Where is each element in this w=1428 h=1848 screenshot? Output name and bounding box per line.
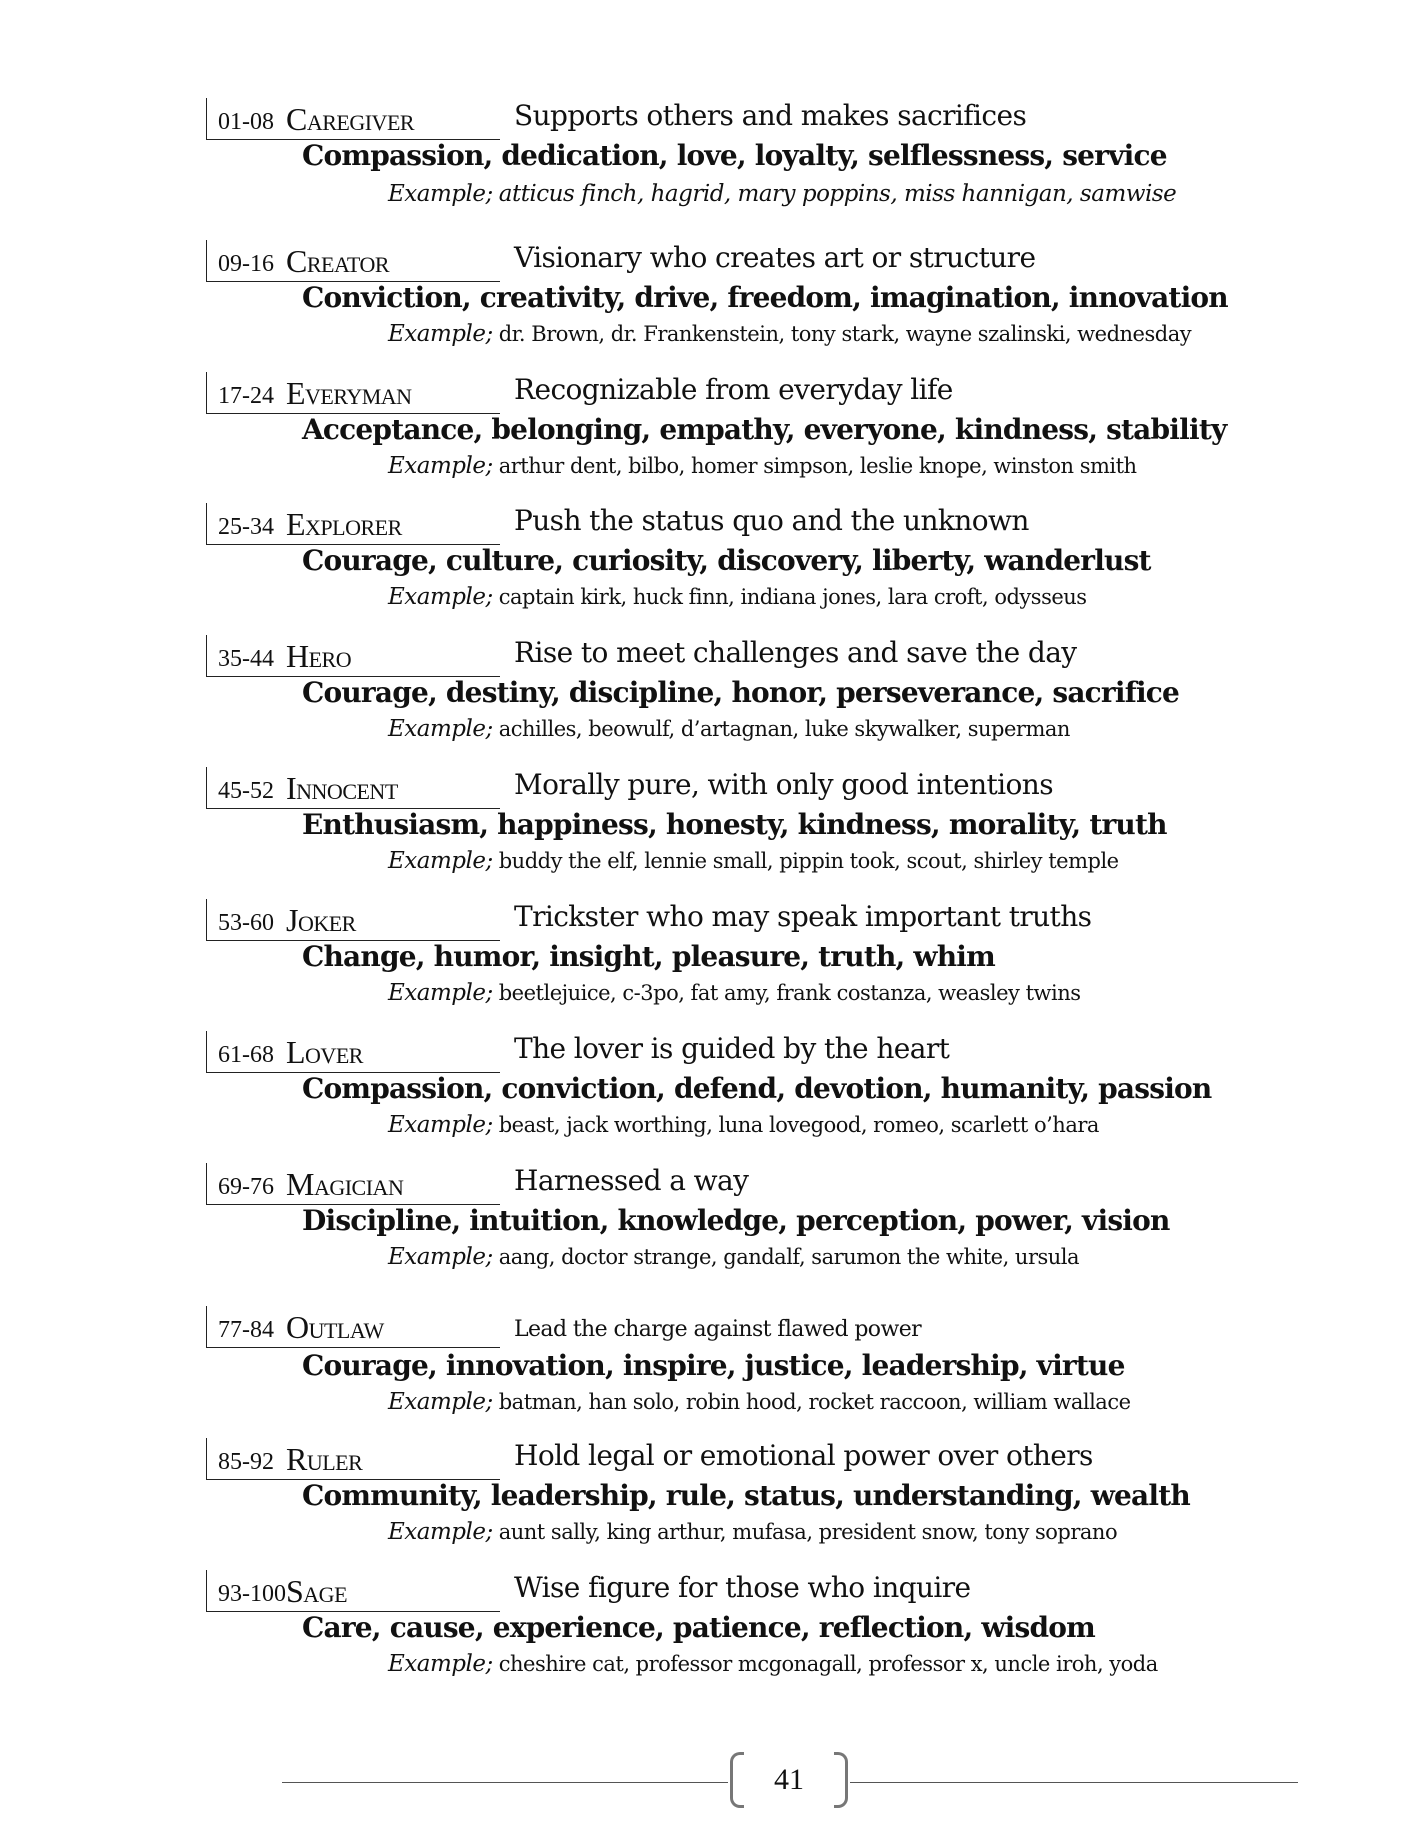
archetype-description: The lover is guided by the heart	[514, 1032, 950, 1065]
archetype-label	[206, 635, 500, 677]
example-names: aunt sally, king arthur, mufasa, president snow, tony soprano	[498, 1520, 1118, 1544]
archetype-description: Recognizable from everyday life	[514, 373, 953, 406]
example-names: dr. Brown, dr. Frankenstein, tony stark, wayne szalinski, wednesday	[498, 322, 1192, 346]
archetype-examples	[388, 452, 1137, 480]
archetype-traits: Enthusiasm, happiness, honesty, kindness, morality, truth	[302, 808, 1167, 841]
archetype-name: Lover	[286, 1034, 363, 1070]
archetype-label	[206, 503, 500, 545]
archetype-examples	[388, 1388, 1131, 1416]
roll-range: 77-84	[218, 1317, 274, 1343]
archetype-description: Rise to meet challenges and save the day	[514, 636, 1077, 669]
archetype-label	[206, 1163, 500, 1205]
archetype-name: Explorer	[286, 506, 402, 542]
roll-range: 25-34	[218, 514, 274, 540]
archetype-traits: Compassion, dedication, love, loyalty, selflessness, service	[302, 139, 1167, 172]
archetype-description: Wise figure for those who inquire	[514, 1571, 971, 1604]
archetype-name: Ruler	[286, 1441, 363, 1477]
example-names: cheshire cat, professor mcgonagall, professor x, uncle iroh, yoda	[498, 1652, 1158, 1676]
roll-range: 09-16	[218, 251, 274, 277]
archetype-examples	[388, 715, 1070, 743]
example-names: beetlejuice, c-3po, fat amy, frank costanza, weasley twins	[498, 981, 1081, 1005]
archetype-description: Lead the charge against flawed power	[514, 1317, 922, 1342]
example-names: captain kirk, huck finn, indiana jones, lara croft, odysseus	[498, 585, 1087, 609]
archetype-label	[206, 98, 500, 140]
archetype-examples	[388, 1111, 1099, 1139]
archetype-traits: Conviction, creativity, drive, freedom, imagination, innovation	[302, 281, 1228, 314]
archetype-label	[206, 899, 500, 941]
archetype-traits: Acceptance, belonging, empathy, everyone, kindness, stability	[302, 413, 1227, 446]
archetype-traits: Care, cause, experience, patience, reflection, wisdom	[302, 1611, 1095, 1644]
left-bracket-ornament	[730, 1752, 744, 1808]
roll-range: 93-100	[218, 1581, 286, 1607]
example-label: Example;	[388, 1519, 493, 1545]
archetype-examples	[388, 583, 1087, 611]
roll-range: 17-24	[218, 383, 274, 409]
archetype-description: Morally pure, with only good intentions	[514, 768, 1053, 801]
example-label: Example;	[388, 1244, 493, 1270]
archetype-name: Joker	[286, 902, 356, 938]
archetype-name: Hero	[286, 638, 352, 674]
archetype-description: Push the status quo and the unknown	[514, 504, 1029, 537]
archetype-name: Innocent	[286, 770, 398, 806]
example-label: Example;	[388, 584, 493, 610]
archetype-description: Visionary who creates art or structure	[514, 241, 1036, 274]
page-number: 41	[774, 1763, 804, 1796]
example-label: Example;	[388, 1389, 493, 1415]
example-names: arthur dent, bilbo, homer simpson, leslie knope, winston smith	[498, 454, 1137, 478]
example-label: Example;	[388, 453, 493, 479]
example-label: Example;	[388, 980, 493, 1006]
archetype-traits: Discipline, intuition, knowledge, perception, power, vision	[302, 1204, 1170, 1237]
archetype-examples	[388, 1243, 1079, 1271]
example-names: beast, jack worthing, luna lovegood, romeo, scarlett o’hara	[498, 1113, 1099, 1137]
archetype-traits: Courage, culture, curiosity, discovery, liberty, wanderlust	[302, 544, 1151, 577]
roll-range: 61-68	[218, 1042, 274, 1068]
archetype-examples	[388, 979, 1081, 1007]
archetype-label	[206, 1306, 500, 1348]
archetype-description: Harnessed a way	[514, 1164, 749, 1197]
archetype-traits: Courage, destiny, discipline, honor, perseverance, sacrifice	[302, 676, 1180, 709]
archetype-examples	[388, 1518, 1117, 1546]
example-names: achilles, beowulf, d’artagnan, luke skywalker, superman	[498, 717, 1070, 741]
archetype-name: Outlaw	[286, 1309, 384, 1345]
example-label: Example;	[388, 848, 493, 874]
archetype-name: Caregiver	[286, 101, 415, 137]
example-names: batman, han solo, robin hood, rocket raccoon, william wallace	[498, 1390, 1131, 1414]
archetype-label	[206, 240, 500, 282]
archetype-description: Trickster who may speak important truths	[514, 900, 1092, 933]
right-bracket-ornament	[834, 1752, 848, 1808]
archetype-description: Supports others and makes sacrifices	[514, 99, 1027, 132]
archetype-traits: Compassion, conviction, defend, devotion, humanity, passion	[302, 1072, 1212, 1105]
archetype-name: Sage	[286, 1573, 348, 1609]
roll-range: 53-60	[218, 910, 274, 936]
archetype-traits: Courage, innovation, inspire, justice, leadership, virtue	[302, 1349, 1125, 1382]
example-label: Example;	[388, 321, 493, 347]
archetype-name: Magician	[286, 1166, 404, 1202]
example-label: Example;	[388, 1651, 493, 1677]
archetype-examples	[388, 1650, 1158, 1678]
footer-rule-right	[850, 1782, 1298, 1783]
archetype-label	[206, 767, 500, 809]
example-names: buddy the elf, lennie small, pippin took, scout, shirley temple	[498, 849, 1119, 873]
archetype-label	[206, 1031, 500, 1073]
footer-rule-left	[282, 1782, 728, 1783]
example-names: atticus finch, hagrid, mary poppins, miss hannigan, samwise	[498, 181, 1177, 207]
archetype-traits: Community, leadership, rule, status, understanding, wealth	[302, 1479, 1190, 1512]
roll-range: 01-08	[218, 109, 274, 135]
example-names: aang, doctor strange, gandalf, sarumon the white, ursula	[498, 1245, 1080, 1269]
archetype-examples	[388, 180, 1176, 208]
archetype-examples	[388, 320, 1191, 348]
archetype-label	[206, 1438, 500, 1480]
archetype-traits: Change, humor, insight, pleasure, truth, whim	[302, 940, 995, 973]
archetype-description: Hold legal or emotional power over others	[514, 1439, 1093, 1472]
example-label: Example;	[388, 1112, 493, 1138]
example-label: Example;	[388, 716, 493, 742]
example-label: Example;	[388, 181, 493, 207]
roll-range: 85-92	[218, 1449, 274, 1475]
archetype-examples	[388, 847, 1119, 875]
archetype-name: Creator	[286, 243, 390, 279]
archetype-label	[206, 372, 500, 414]
archetype-label	[206, 1570, 500, 1612]
roll-range: 35-44	[218, 646, 274, 672]
archetype-name: Everyman	[286, 375, 412, 411]
roll-range: 69-76	[218, 1174, 274, 1200]
roll-range: 45-52	[218, 778, 274, 804]
